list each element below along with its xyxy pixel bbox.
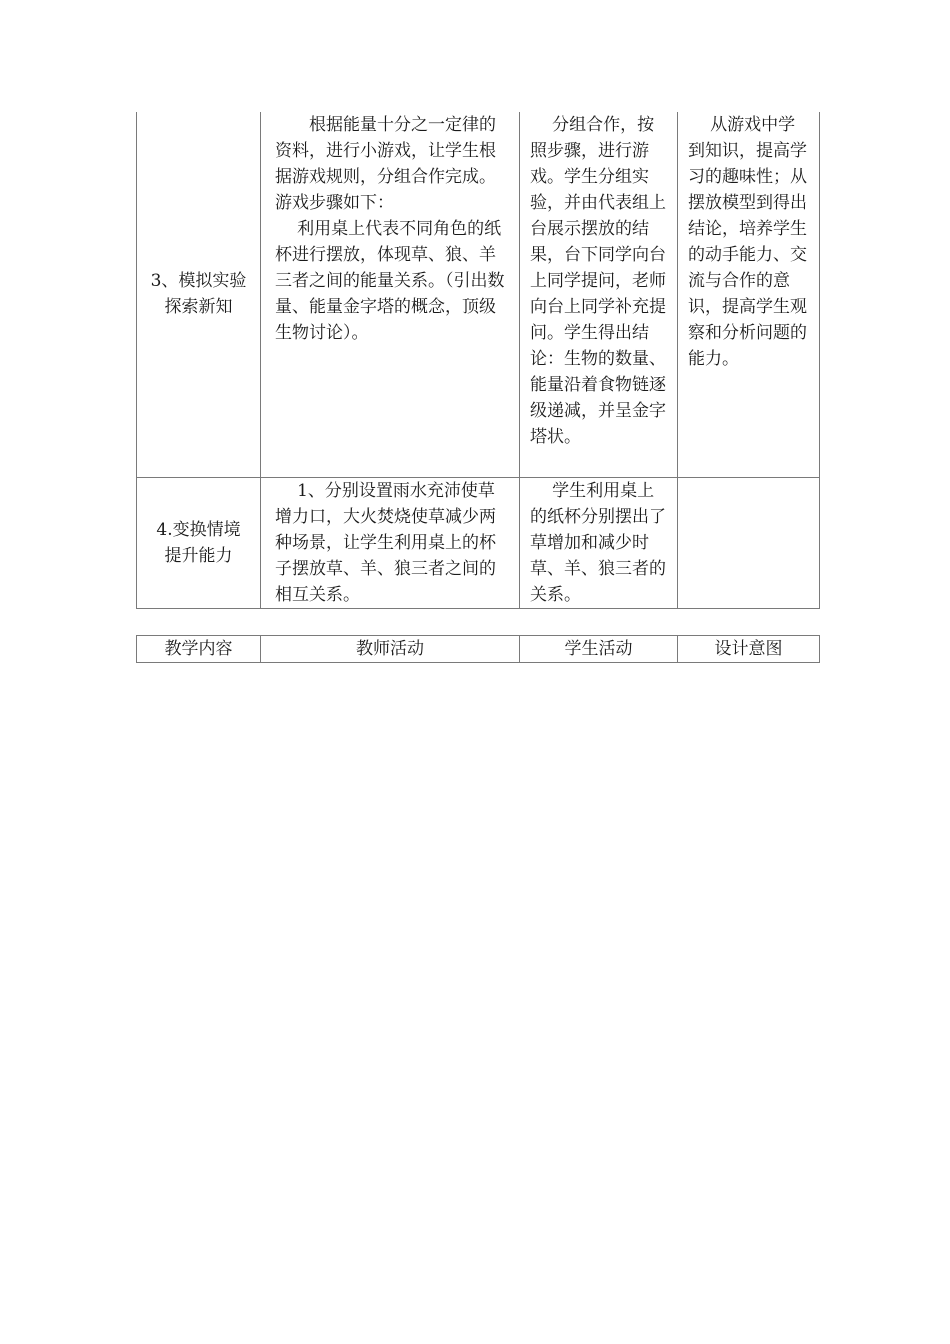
stage-line: 提升能力 bbox=[164, 545, 233, 566]
design-intent-cell bbox=[678, 477, 820, 608]
table-row bbox=[137, 477, 820, 608]
student-paragraph: 学生利用桌上的纸杯分别摆出了草增加和减少时草、羊、狼三者的关系。 bbox=[530, 480, 666, 605]
student-activity-cell bbox=[520, 112, 678, 477]
teacher-paragraph: 根据能量十分之一定律的资料，进行小游戏，让学生根据游戏规则，分组合作完成。游戏步骤如下： bbox=[275, 115, 496, 213]
header-row bbox=[137, 636, 820, 663]
header-cell-design: 设计意图 bbox=[678, 636, 820, 663]
teacher-paragraph: 1、分别设置雨水充沛使草增力口，大火焚烧使草减少两种场景，让学生利用桌上的杯子摆放草、羊、狼三者之间的相互关系。 bbox=[275, 480, 496, 605]
table-row bbox=[137, 112, 820, 477]
design-paragraph: 从游戏中学到知识，提高学习的趣味性；从摆放模型到得出结论，培养学生的动手能力、交流与合作的意识，提高学生观察和分析问题的能力。 bbox=[688, 115, 807, 369]
lesson-plan-header-table bbox=[136, 635, 820, 663]
stage-cell bbox=[137, 112, 261, 477]
stage-cell bbox=[137, 477, 261, 608]
teacher-activity-cell bbox=[261, 112, 520, 477]
teacher-activity-cell bbox=[261, 477, 520, 608]
student-activity-cell bbox=[520, 477, 678, 608]
header-cell-student: 学生活动 bbox=[520, 636, 678, 663]
teacher-paragraph: 利用桌上代表不同角色的纸杯进行摆放，体现草、狼、羊三者之间的能量关系。（引出数量、能量金字塔的概念，顶级生物讨论）。 bbox=[275, 219, 505, 343]
stage-line: 3、模拟实验 bbox=[150, 271, 247, 292]
stage-line: 4.变换情境 bbox=[156, 519, 241, 540]
stage-line: 探索新知 bbox=[164, 297, 233, 318]
design-intent-cell bbox=[678, 112, 820, 477]
lesson-plan-table bbox=[136, 112, 820, 609]
header-cell-content: 教学内容 bbox=[137, 636, 261, 663]
student-paragraph: 分组合作，按照步骤，进行游戏。学生分组实验，并由代表组上台展示摆放的结果，台下同学向台上同学提问，老师向台上同学补充提问。学生得出结论：生物的数量、能量沿着食物链逐级递减，并呈金字塔状。 bbox=[530, 115, 666, 447]
header-cell-teacher: 教师活动 bbox=[261, 636, 520, 663]
